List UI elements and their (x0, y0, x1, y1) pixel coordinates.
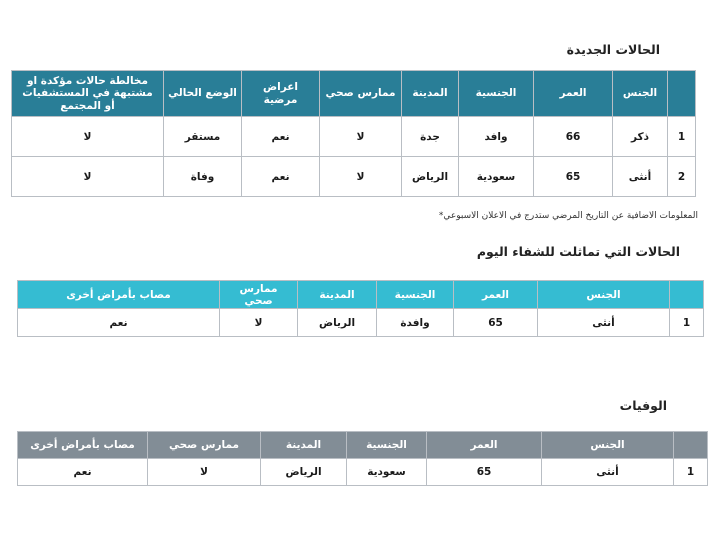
cell-nationality: سعودية (459, 157, 534, 197)
deaths-header-row (18, 432, 708, 459)
col-header-other-diseases: مصاب بأمراض أخرى (18, 281, 220, 309)
col-header-current-status: الوضع الحالي (164, 71, 242, 117)
col-header-age: العمر (454, 281, 538, 309)
cell-index: 1 (668, 117, 696, 157)
col-header-gender: الجنس (613, 71, 668, 117)
cell-other-diseases: نعم (18, 459, 148, 486)
table-row (12, 117, 696, 157)
col-header-city: المدينة (298, 281, 377, 309)
cell-city: الرياض (298, 309, 377, 337)
cell-symptoms: نعم (242, 117, 320, 157)
cell-health-practitioner: لا (220, 309, 298, 337)
cell-age: 66 (534, 117, 613, 157)
cell-age: 65 (454, 309, 538, 337)
cell-city: الرياض (261, 459, 347, 486)
table-row (18, 309, 704, 337)
col-header-age: العمر (534, 71, 613, 117)
col-header-nationality: الجنسية (347, 432, 427, 459)
cell-age: 65 (427, 459, 542, 486)
cell-nationality: وافدة (377, 309, 454, 337)
deaths-table (17, 431, 708, 486)
cell-gender: ذكر (613, 117, 668, 157)
cell-health-practitioner: لا (320, 117, 402, 157)
cell-index: 1 (670, 309, 704, 337)
col-header-health-practitioner: ممارس صحي (220, 281, 298, 309)
col-header-gender: الجنس (538, 281, 670, 309)
cell-contact: لا (12, 157, 164, 197)
deaths-title: الوفيات (619, 398, 667, 413)
col-header-index (670, 281, 704, 309)
cell-index: 1 (674, 459, 708, 486)
col-header-gender: الجنس (542, 432, 674, 459)
cell-nationality: وافد (459, 117, 534, 157)
new-cases-title: الحالات الجديدة (566, 42, 660, 57)
cell-symptoms: نعم (242, 157, 320, 197)
table-row (18, 459, 708, 486)
col-header-city: المدينة (261, 432, 347, 459)
col-header-contact: مخالطة حالات مؤكدة او مشتبهة في المستشفيات أو المجتمع (12, 71, 164, 117)
footnote: المعلومات الاضافية عن التاريخ المرضي ستدرج في الاعلان الاسبوعي* (438, 211, 698, 221)
new-cases-table (11, 70, 696, 197)
cell-age: 65 (534, 157, 613, 197)
recovered-table (17, 280, 704, 337)
col-header-index (668, 71, 696, 117)
cell-health-practitioner: لا (148, 459, 261, 486)
col-header-health-practitioner: ممارس صحي (148, 432, 261, 459)
col-header-health-practitioner: ممارس صحي (320, 71, 402, 117)
cell-gender: أنثى (538, 309, 670, 337)
cell-gender: أنثى (542, 459, 674, 486)
table-row (12, 157, 696, 197)
col-header-nationality: الجنسية (377, 281, 454, 309)
cell-index: 2 (668, 157, 696, 197)
cell-other-diseases: نعم (18, 309, 220, 337)
cell-nationality: سعودية (347, 459, 427, 486)
cell-current-status: مستقر (164, 117, 242, 157)
new-cases-header-row (12, 71, 696, 117)
cell-city: الرياض (402, 157, 459, 197)
col-header-symptoms: اعراض مرضية (242, 71, 320, 117)
cell-contact: لا (12, 117, 164, 157)
col-header-other-diseases: مصاب بأمراض أخرى (18, 432, 148, 459)
col-header-city: المدينة (402, 71, 459, 117)
col-header-nationality: الجنسية (459, 71, 534, 117)
recovered-header-row (18, 281, 704, 309)
cell-health-practitioner: لا (320, 157, 402, 197)
recovered-title: الحالات التي تماثلت للشفاء اليوم (476, 244, 680, 259)
cell-city: جدة (402, 117, 459, 157)
cell-current-status: وفاة (164, 157, 242, 197)
col-header-index (674, 432, 708, 459)
col-header-age: العمر (427, 432, 542, 459)
cell-gender: أنثى (613, 157, 668, 197)
